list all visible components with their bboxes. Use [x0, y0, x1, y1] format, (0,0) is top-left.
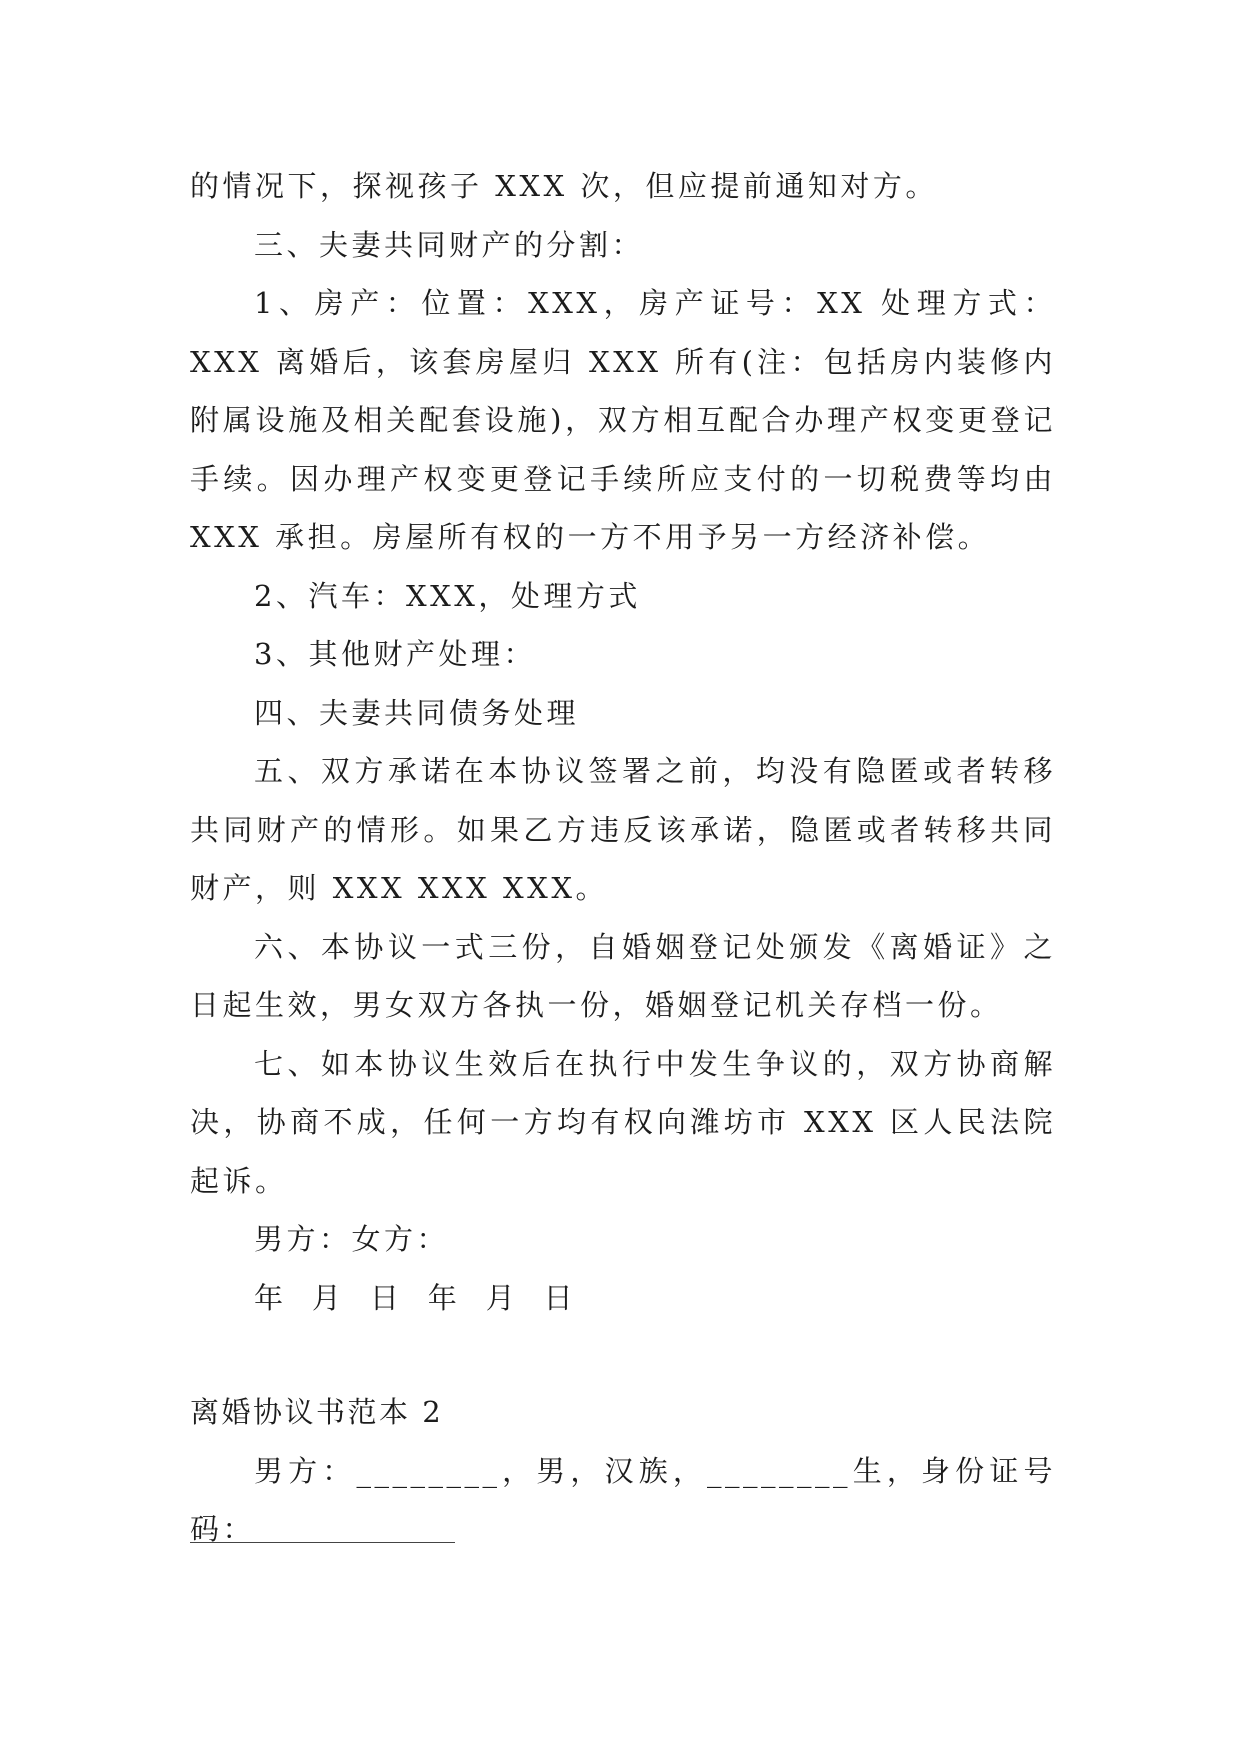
id-number-blank: [190, 1542, 455, 1543]
paragraph-man-info: 男方：________，男，汉族，________生，身份证号码：: [190, 1453, 1056, 1546]
heading-debt: 四、夫妻共同债务处理: [254, 695, 580, 730]
paragraph-dispute: 七、如本协议生效后在执行中发生争议的，双方协商解决，协商不成，任何一方均有权向潍坊市 XXX 区人民法院起诉。: [190, 1046, 1056, 1198]
heading-property-division: 三、夫妻共同财产的分割：: [254, 227, 645, 262]
paragraph-visitation-end: 的情况下，探视孩子 XXX 次，但应提前通知对方。: [190, 169, 938, 203]
date-line: 年 月 日 年 月 日: [254, 1280, 577, 1315]
section-title: 离婚协议书范本 2: [190, 1395, 444, 1429]
signature-line: 男方：女方：: [254, 1222, 450, 1256]
paragraph-other-property: 3、其他财产处理：: [254, 637, 536, 671]
paragraph-real-estate: 1、房产：位置：XXX，房产证号：XX 处理方式：XXX 离婚后，该套房屋归 XXX 所有(注：包括房内装修内附属设施及相关配套设施)，双方相互配合办理产权变更登记手续。因办理产权变更登记手续所应支付的一切税费等均由 XXX 承担。房屋所有权的一方不用予另一方经济补偿。: [190, 286, 1069, 554]
paragraph-car: 2、汽车：XXX，处理方式: [254, 578, 641, 613]
paragraph-promise: 五、双方承诺在本协议签署之前，均没有隐匿或者转移共同财产的情形。如果乙方违反该承诺，隐匿或者转移共同财产，则 XXX XXX XXX。: [190, 754, 1056, 905]
paragraph-copies: 六、本协议一式三份，自婚姻登记处颁发《离婚证》之日起生效，男女双方各执一份，婚姻登记机关存档一份。: [190, 929, 1056, 1022]
document-body: [190, 157, 1069, 1559]
